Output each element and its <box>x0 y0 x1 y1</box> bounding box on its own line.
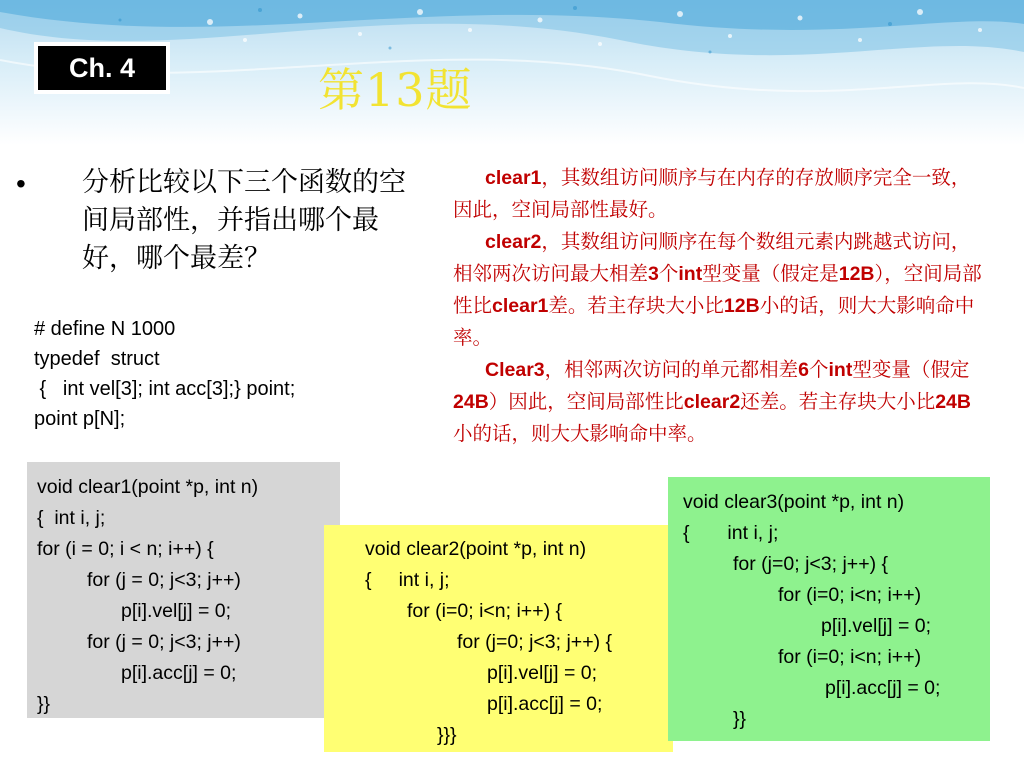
code-line: p[i].vel[j] = 0; <box>121 600 232 622</box>
code-line: for (i=0; i<n; i++) <box>778 584 922 606</box>
code-line: { int vel[3]; int acc[3];} point; <box>34 378 296 400</box>
code-line: }}} <box>437 724 457 746</box>
analysis-text <box>453 162 985 450</box>
code-line: void clear2(point *p, int n) <box>365 538 587 560</box>
code-line: }} <box>733 708 747 730</box>
analysis-clear3: Clear3，相邻两次访问的单元都相差6个int型变量（假定24B）因此，空间局部性比clear2还差。若主存块大小比24B小的话，则大大影响命中率。 <box>453 358 971 445</box>
code-line: void clear1(point *p, int n) <box>37 476 259 498</box>
code-line: for (j=0; j<3; j++) { <box>733 553 889 575</box>
code-line: for (j = 0; j<3; j++) <box>87 569 241 591</box>
chapter-label: Ch. 4 <box>38 46 166 90</box>
analysis-clear2: clear2，其数组访问顺序在每个数组元素内跳越式访问，相邻两次访问最大相差3个int型变量（假定是12B），空间局部性比clear1差。若主存块大小比12B小的话，则大大影响命中率。 <box>453 230 982 349</box>
code-line: void clear3(point *p, int n) <box>683 491 905 513</box>
chapter-badge <box>34 42 170 94</box>
code-line: for (j=0; j<3; j++) { <box>457 631 613 653</box>
code-line: { int i, j; <box>683 522 779 544</box>
struct-definition <box>34 314 295 434</box>
code-line: p[i].acc[j] = 0; <box>487 693 603 715</box>
code-line: p[i].acc[j] = 0; <box>825 677 941 699</box>
code-line: for (i=0; i<n; i++) { <box>407 600 563 622</box>
code-line: p[i].acc[j] = 0; <box>121 662 237 684</box>
code-line: # define N 1000 <box>34 318 176 340</box>
code-box-clear2 <box>324 525 673 752</box>
bullet-marker: • <box>16 168 26 199</box>
code-line: typedef struct <box>34 348 160 370</box>
analysis-clear1: clear1，其数组访问顺序与在内存的存放顺序完全一致，因此，空间局部性最好。 <box>453 166 971 221</box>
code-box-clear1 <box>27 462 340 718</box>
code-line: for (j = 0; j<3; j++) <box>87 631 241 653</box>
code-box-clear3 <box>668 477 990 741</box>
code-line: { int i, j; <box>365 569 450 591</box>
code-line: }} <box>37 693 51 715</box>
code-line: p[i].vel[j] = 0; <box>821 615 932 637</box>
code-line: point p[N]; <box>34 408 126 430</box>
code-line: { int i, j; <box>37 507 106 529</box>
code-line: p[i].vel[j] = 0; <box>487 662 598 684</box>
code-line: for (i=0; i<n; i++) <box>778 646 922 668</box>
slide-title: 第13题 <box>318 63 473 117</box>
code-line: for (i = 0; i < n; i++) { <box>37 538 214 560</box>
question-text: 分析比较以下三个函数的空间局部性，并指出哪个最好，哪个最差？ <box>82 167 406 274</box>
